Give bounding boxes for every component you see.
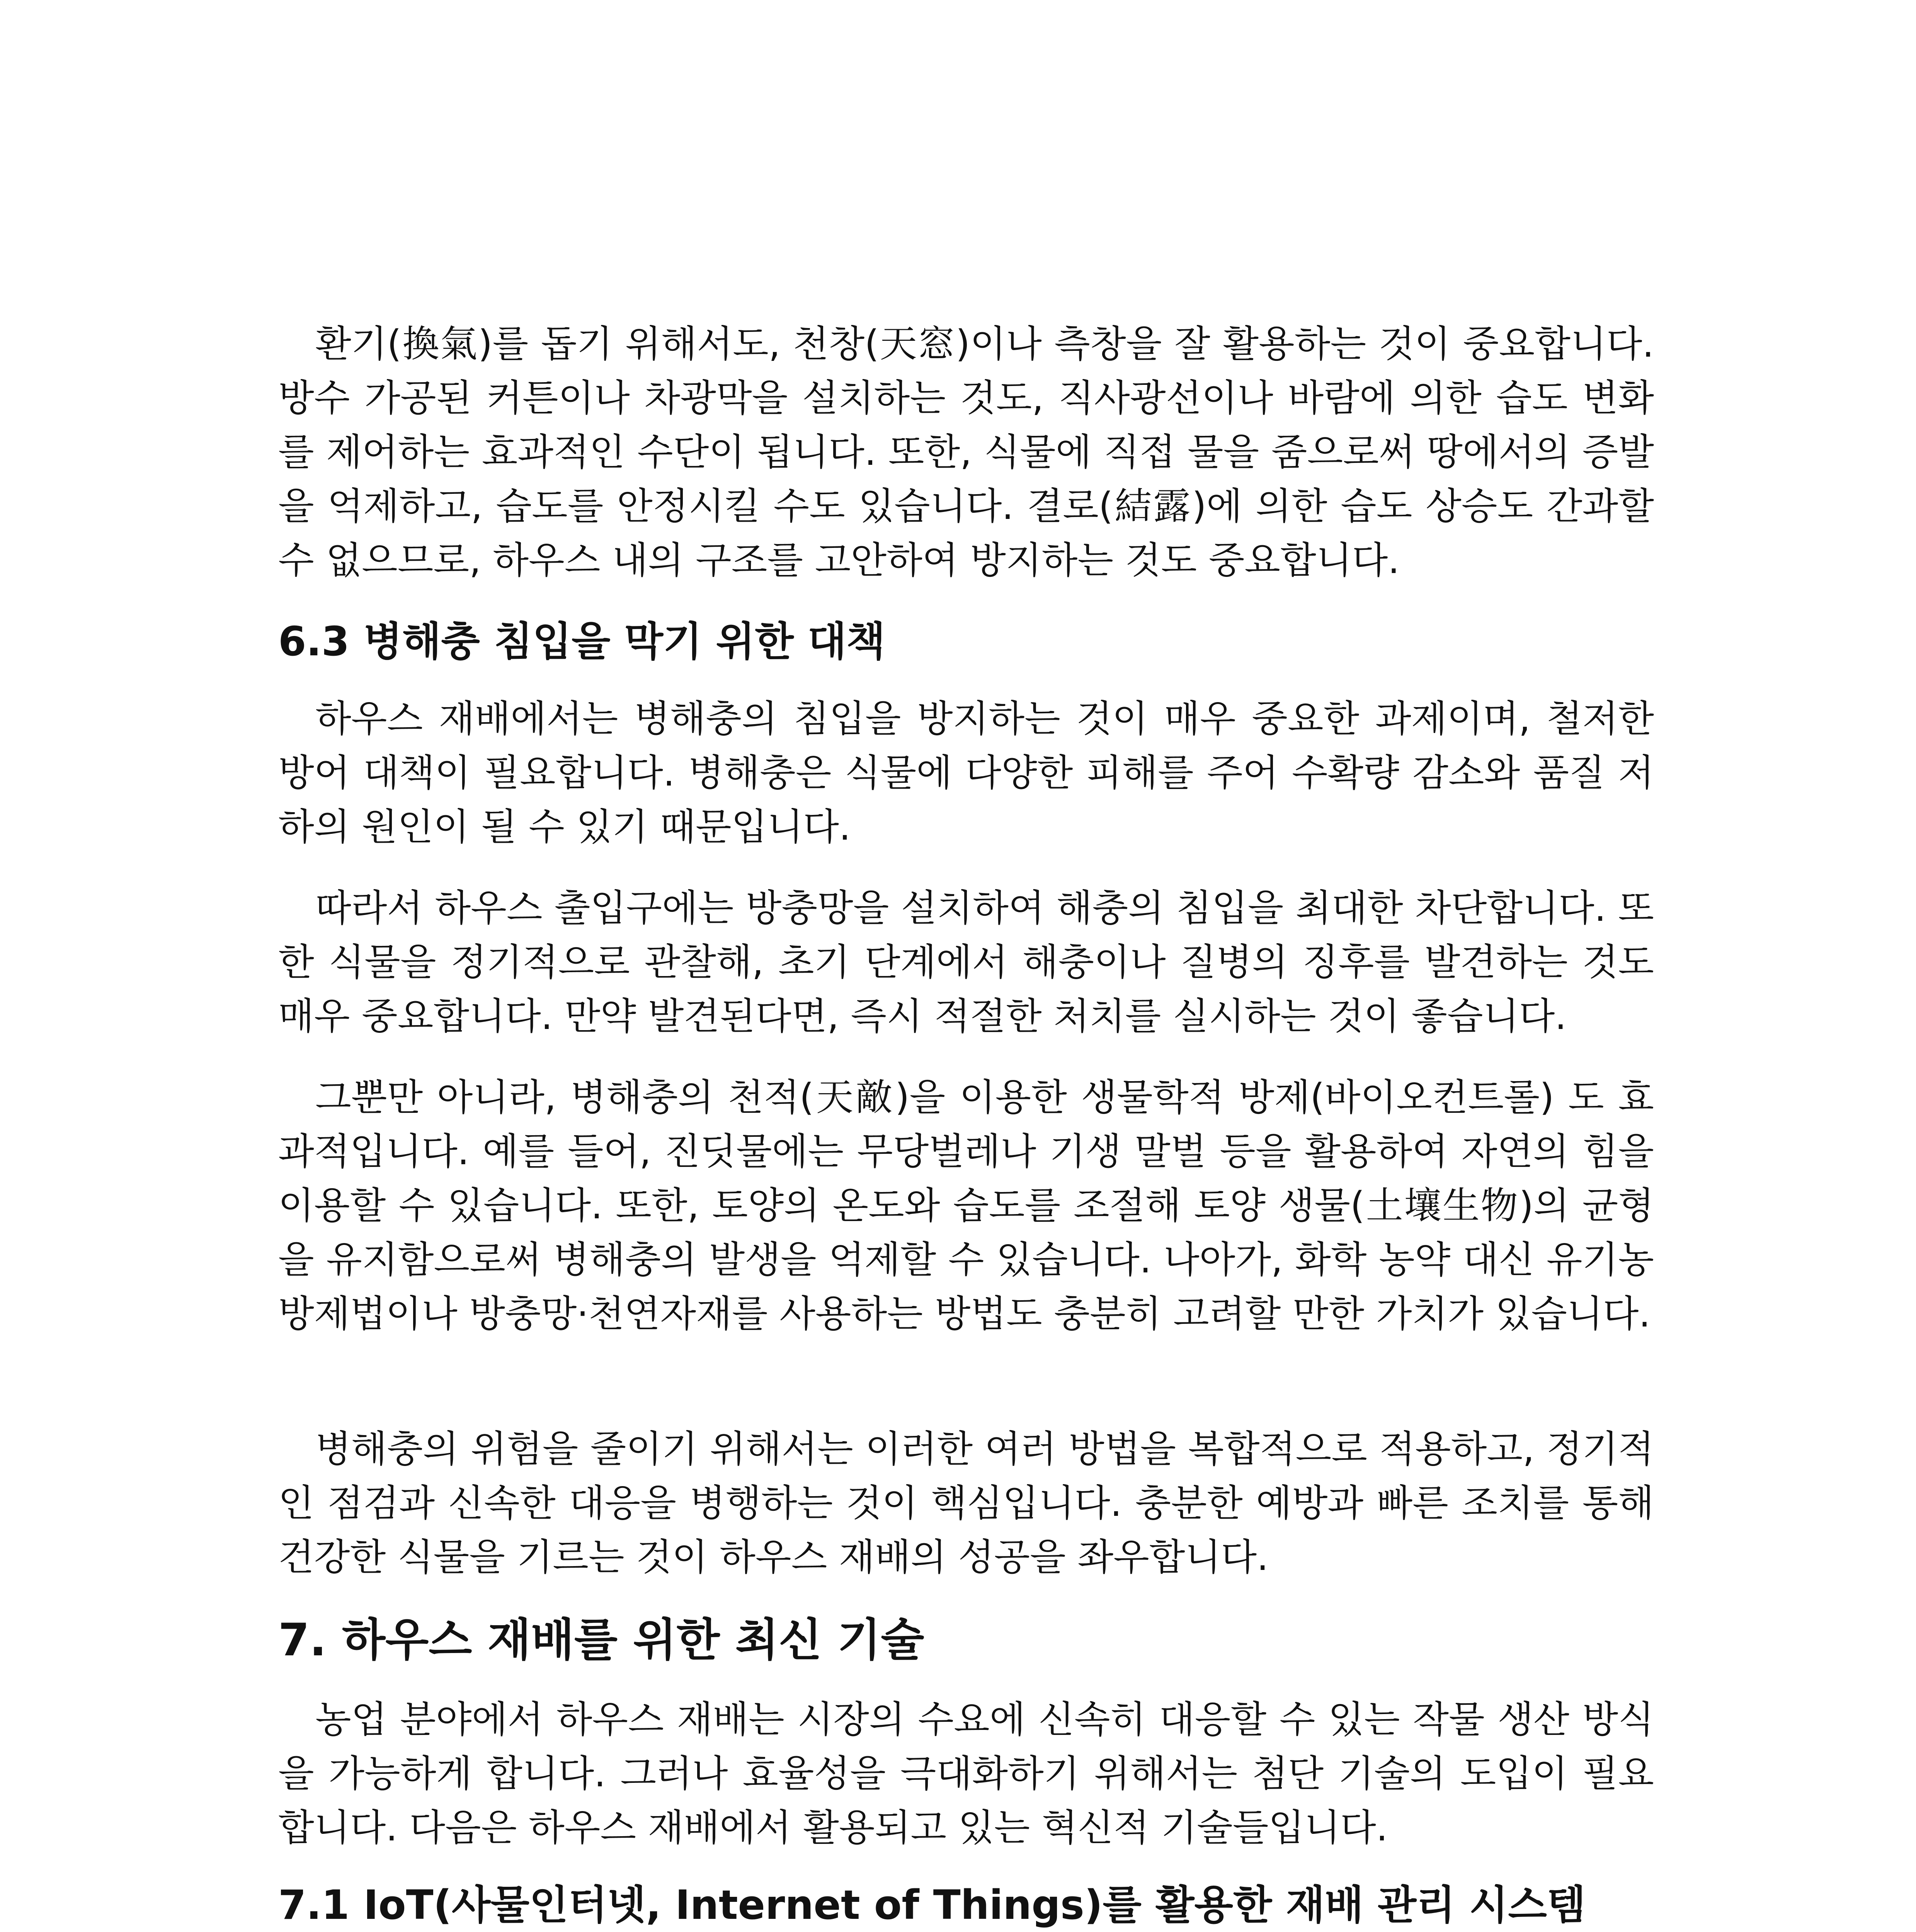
- section-6-3-paragraph-2: 따라서 하우스 출입구에는 방충망을 설치하여 해충의 침입을 최대한 차단합니다. 또한 식물을 정기적으로 관찰해, 초기 단계에서 해충이나 질병의 징후를 발견하는 것도 매우 중요합니다. 만약 발견된다면, 즉시 적절한 처치를 실시하는 것이 좋습니다.: [278, 886, 1654, 1038]
- section-7-1-heading: 7.1 IoT(사물인터넷, Internet of Things)를 활용한 재배 관리 시스템: [278, 1881, 1586, 1929]
- section-6-3-paragraph-1: 하우스 재배에서는 병해충의 침입을 방지하는 것이 매우 중요한 과제이며, 철저한 방어 대책이 필요합니다. 병해충은 식물에 다양한 피해를 주어 수확량 감소와 품질 저하의 원인이 될 수 있기 때문입니다.: [278, 697, 1654, 849]
- section-6-3-heading: 6.3 병해충 침입을 막기 위한 대책: [278, 618, 885, 665]
- section-6-3-paragraph-4: 병해충의 위험을 줄이기 위해서는 이러한 여러 방법을 복합적으로 적용하고, 정기적인 점검과 신속한 대응을 병행하는 것이 핵심입니다. 충분한 예방과 빠른 조치를 통해 건강한 식물을 기르는 것이 하우스 재배의 성공을 좌우합니다.: [278, 1427, 1654, 1579]
- intro-paragraph: 환기(換氣)를 돕기 위해서도, 천창(天窓)이나 측창을 잘 활용하는 것이 중요합니다. 방수 가공된 커튼이나 차광막을 설치하는 것도, 직사광선이나 바람에 의한 습도 변화를 제어하는 효과적인 수단이 됩니다. 또한, 식물에 직접 물을 줌으로써 땅에서의 증발을 억제하고, 습도를 안정시킬 수도 있습니다. 결로(結露)에 의한 습도 상승도 간과할 수 없으므로, 하우스 내의 구조를 고안하여 방지하는 것도 중요합니다.: [278, 322, 1654, 582]
- section-7-paragraph: 농업 분야에서 하우스 재배는 시장의 수요에 신속히 대응할 수 있는 작물 생산 방식을 가능하게 합니다. 그러나 효율성을 극대화하기 위해서는 첨단 기술의 도입이 필요합니다. 다음은 하우스 재배에서 활용되고 있는 혁신적 기술들입니다.: [278, 1698, 1654, 1849]
- section-6-3-paragraph-3: 그뿐만 아니라, 병해충의 천적(天敵)을 이용한 생물학적 방제(바이오컨트롤) 도 효과적입니다. 예를 들어, 진딧물에는 무당벌레나 기생 말벌 등을 활용하여 자연의 힘을 이용할 수 있습니다. 또한, 토양의 온도와 습도를 조절해 토양 생물(土壤生物)의 균형을 유지함으로써 병해충의 발생을 억제할 수 있습니다. 나아가, 화학 농약 대신 유기농 방제법이나 방충망·천연자재를 사용하는 방법도 충분히 고려할 만한 가치가 있습니다.: [278, 1076, 1654, 1335]
- section-7-heading: 7. 하우스 재배를 위한 최신 기술: [278, 1614, 924, 1666]
